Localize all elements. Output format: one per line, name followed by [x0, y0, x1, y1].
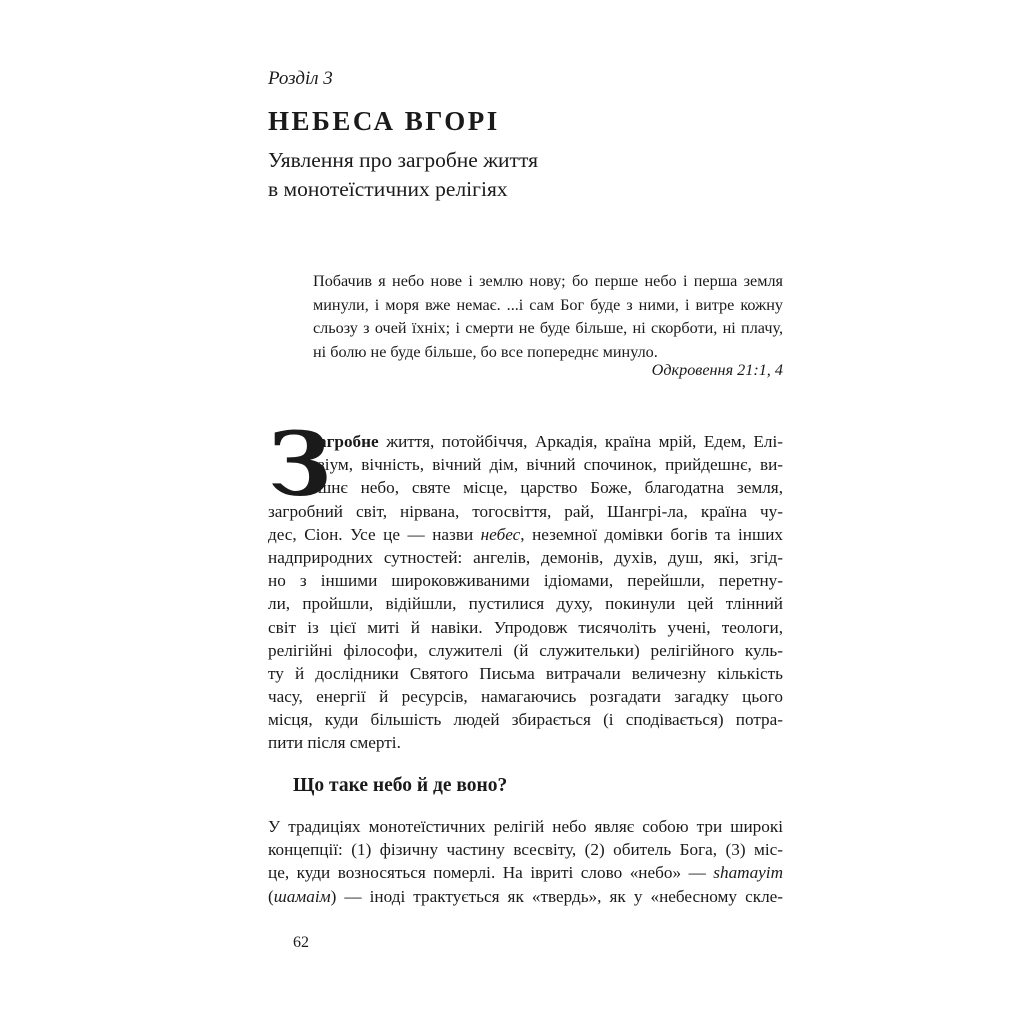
- chapter-subtitle: [268, 146, 688, 204]
- body-line: но з іншими широковживаними ідіомами, перейшли, перетну-: [268, 571, 783, 591]
- drop-cap: З: [268, 412, 332, 516]
- epigraph-line: ні болю не буде більше, бо все попереднє минуло.: [313, 342, 658, 361]
- epigraph-line: минули, і моря вже немає. ...і сам Бог буде з ними, і витре кожну: [313, 295, 783, 314]
- italic-term: небес: [480, 524, 521, 544]
- epigraph-line: сльозу з очей їхніх; і смерти не буде більше, ні скорботи, ні плачу,: [313, 319, 783, 337]
- epigraph-line: Побачив я небо нове і землю нову; бо перше небо і перша земля: [313, 272, 783, 290]
- epigraph-source: Одкровення 21:1, 4: [651, 361, 783, 379]
- section-paragraph: [268, 815, 783, 908]
- section-heading: Що таке небо й де воно?: [293, 775, 508, 796]
- epigraph: [313, 270, 783, 364]
- body-line: зіум, вічність, вічний дім, вічний спочинок, прийдешнє, ви-: [318, 455, 783, 475]
- body-line: агробне життя, потойбіччя, Аркадія, країна мрій, Едем, Елі-: [318, 432, 783, 451]
- body-line: шнє небо, святе місце, царство Боже, благодатна земля,: [318, 478, 783, 498]
- subtitle-line: в монотеїстичних релігіях: [268, 177, 508, 201]
- chapter-label: Розділ 3: [268, 68, 333, 89]
- italic-term: шамаім: [273, 886, 331, 906]
- body-line: світ із цієї миті й навіки. Упродовж тисячоліть учені, теологи,: [268, 617, 783, 637]
- subtitle-line: Уявлення про загробне життя: [268, 148, 538, 172]
- bold-first-word: агробне: [318, 432, 379, 451]
- body-line: У традиціях монотеїстичних релігій небо являє собою три широкі: [268, 817, 783, 836]
- body-line: дес, Сіон. Усе це — назви небес, неземної домівки богів та інших: [268, 524, 783, 544]
- body-line: (шамаім) — іноді трактується як «твердь», як у «небесному скле-: [268, 886, 783, 906]
- body-line: ту й дослідники Святого Письма витрачали величезну кількість: [268, 663, 783, 683]
- body-line: часу, енергії й ресурсів, намагаючись розгадати загадку цього: [268, 687, 783, 707]
- intro-paragraph: [268, 430, 783, 755]
- body-line: релігійні філософи, служителі (й служительки) релігійного куль-: [268, 640, 783, 660]
- body-line: надприродних сутностей: ангелів, демонів, духів, душ, які, згід-: [268, 547, 783, 567]
- chapter-title: НЕБЕСА ВГОРІ: [268, 106, 500, 136]
- body-line: пити після смерті.: [268, 733, 401, 753]
- body-line: загробний світ, нірвана, тогосвіття, рай, Шангрі-ла, країна чу-: [268, 501, 783, 521]
- body-line: це, куди возносяться померлі. На івриті слово «небо» — shamayim: [268, 863, 783, 883]
- page-number: 62: [293, 934, 309, 951]
- italic-term: shamayim: [713, 863, 783, 883]
- body-line: концепції: (1) фізичну частину всесвіту, (2) обитель Бога, (3) міс-: [268, 840, 783, 860]
- body-line: місця, куди більшість людей збирається (і сподівається) потра-: [268, 710, 783, 730]
- body-line: ли, пройшли, відійшли, пустилися духу, покинули цей тлінний: [268, 594, 783, 614]
